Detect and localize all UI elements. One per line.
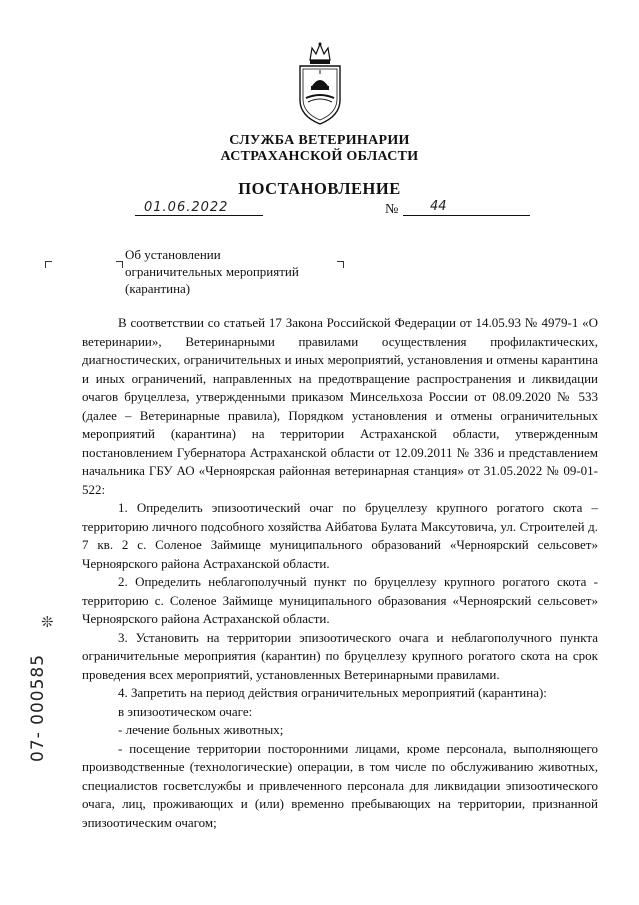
document-type-title: ПОСТАНОВЛЕНИЕ xyxy=(238,179,401,198)
date-underline xyxy=(135,215,263,216)
number-sign: № xyxy=(385,202,399,217)
subject-corner-mark xyxy=(45,261,52,268)
document-subject xyxy=(125,246,299,297)
paragraph-bullet: - посещение территории посторонними лицами, кроме персонала, выполняющего производственные (технологические) операции, в том числе по обслуживанию животных, специалистов госветслужбы и привлеченного персонала для ликвидации эпизоотического очага, лиц, проживающих и (или) временно пребывающих на территории, признанной эпизоотическим очагом; xyxy=(82,740,598,830)
paragraph-subheading: в эпизоотическом очаге: xyxy=(118,703,253,719)
paragraph-item-2: 2. Определить неблагополучный пункт по бруцеллезу крупного рогатого скота - территорию с. Соленое Займище муниципального образования «Черноярский сельсовет» Черноярского района Астраханской области. xyxy=(82,574,598,626)
subject-corner-mark xyxy=(337,261,344,268)
organization-name-line1: СЛУЖБА ВЕТЕРИНАРИИ xyxy=(229,133,410,148)
paragraph-bullet: - лечение больных животных; xyxy=(118,722,284,737)
subject-line: (карантина) xyxy=(125,281,191,296)
document-number: 44 xyxy=(430,199,447,214)
paragraph-preamble: В соответствии со статьей 17 Закона Российской Федерации от 14.05.93 № 4979-1 «О ветеринарии», Ветеринарными правилами осуществления профилактических, диагностических, ограничительных и иных мероприятий, установления и отмены карантина и иных ограничений, направленных на предотвращение распространения и ликвидации очагов бруцеллеза, утвержденными приказом Минсельхоза России от 08.09.2020 № 533 (далее – Ветеринарные правила), Порядком установления и отмены ограничительных мероприятий (карантина) на территории Астраханской области, утвержденным постановлением Губернатора Астраханской области от 12.09.2011 № 336 и представлением начальника ГБУ АО «Черноярская районная ветеринарная станция» от 31.05.2022 № 09-01-522: xyxy=(82,315,598,497)
registration-number: 07- 000585 xyxy=(28,653,48,762)
document-date: 01.06.2022 xyxy=(144,200,229,215)
document-body xyxy=(82,314,598,832)
subject-corner-mark xyxy=(116,261,123,268)
paragraph-item-3: 3. Установить на территории эпизоотического очага и неблагополучного пункта ограничительные мероприятия (карантин) по бруцеллезу крупного рогатого скота на срок проведения всех мероприятий, установленных Ветеринарными правилами. xyxy=(82,629,598,682)
paragraph-item-1: 1. Определить эпизоотический очаг по бруцеллезу крупного рогатого скота – территорию личного подсобного хозяйства Айбатова Булата Максутовича, ул. Строителей д. 7 кв. 2 с. Соленое Займище муниципального образований «Черноярский сельсовет» Черноярского района Астраханской области. xyxy=(82,500,598,571)
organization-name-line2: АСТРАХАНСКОЙ ОБЛАСТИ xyxy=(220,149,419,164)
coat-of-arms-icon xyxy=(296,42,344,126)
subject-line: ограничительных мероприятий xyxy=(125,264,299,279)
subject-line: Об установлении xyxy=(125,247,221,262)
number-underline xyxy=(403,215,530,216)
registration-stamp-mark: ❊ xyxy=(41,613,54,631)
paragraph-item-4: 4. Запретить на период действия ограничительных мероприятий (карантина): xyxy=(118,685,547,700)
